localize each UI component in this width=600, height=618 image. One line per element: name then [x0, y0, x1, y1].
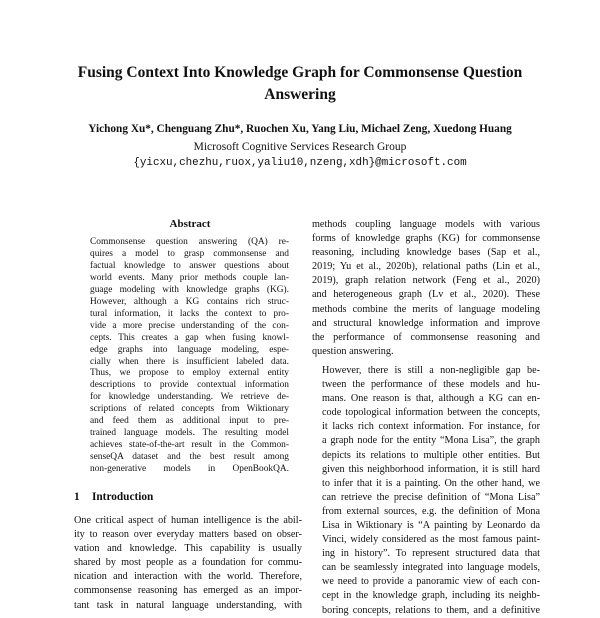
right-para2-line: code topological information between the concepts,: [322, 407, 540, 419]
introduction-heading: [74, 491, 153, 503]
abstract-line: descriptions to provide contextual information: [90, 380, 289, 391]
right-para1-line: 2019; Yu et al., 2020b), relational paths (Lin et al.,: [312, 261, 540, 273]
right-paragraph-1: [312, 218, 540, 359]
right-para2-line: mans. One reason is that, although a KG can en-: [322, 393, 540, 405]
abstract-line: edge graphs into language modeling, espe-: [90, 344, 289, 355]
abstract-heading: Abstract: [169, 218, 211, 230]
introduction-line: tant task in natural language understanding, with: [74, 599, 302, 611]
right-para2-line: a graph node for the entity “Mona Lisa”, the graph: [322, 435, 540, 447]
right-para1-line: question answering.: [312, 345, 394, 357]
right-para2-line: cept in the knowledge graph, including its neighb-: [322, 590, 540, 602]
abstract-line: achieves state-of-the-art result in the Common-: [90, 440, 289, 451]
right-para2-line: can retrieve the precise definition of “Mona Lisa”: [322, 491, 540, 503]
right-para2-line: depicts its relations to multiple other entities. But: [322, 449, 540, 461]
abstract-line: trained language models. The resulting model: [90, 428, 289, 439]
right-para1-line: 2019), graph relation network (Feng et al., 2020): [312, 275, 540, 287]
right-para2-line: boring concepts, relations to them, and a definitive: [322, 604, 540, 616]
introduction-line: commonsense reasoning has emerged as an impor-: [74, 585, 302, 597]
abstract-line: quires a model to grasp commonsense and: [90, 248, 289, 259]
right-para2-line: to infer that it is a painting. On the other hand, we: [322, 477, 540, 489]
right-para2-line: tween the performance of these models and hu-: [322, 379, 540, 391]
right-para1-line: reasoning, including knowledge bases (Sap et al.,: [312, 247, 540, 259]
abstract-line: guage modeling with knowledge graphs (KG).: [90, 284, 289, 295]
abstract-body: [90, 237, 289, 476]
section-number: 1: [74, 491, 80, 503]
right-para2-line: it lacks rich context information. For instance, for: [322, 421, 540, 433]
abstract-line: cially when there is insufficient labeled data.: [90, 356, 289, 367]
abstract-line: and feed them as additional input to pre-: [90, 416, 289, 427]
right-para2-line: from external sources, e.g. the definition of Mona: [322, 505, 540, 517]
right-para2-line: ing in history”. To represent structured data that: [322, 548, 540, 560]
right-para2-line: we need to provide a panoramic view of each con-: [322, 576, 540, 588]
abstract-line: tural information, it lacks the context to pro-: [90, 308, 289, 319]
right-para2-line: Lisa in Wiktionary is “A painting by Leonardo da: [322, 519, 540, 531]
abstract-line: Commonsense question answering (QA) re-: [90, 237, 289, 247]
abstract-line: vide a more precise understanding of the con-: [90, 320, 289, 331]
abstract-line: for knowledge understanding. We retrieve de-: [90, 392, 289, 403]
introduction-line: nication and interaction with the world. Therefore,: [74, 571, 302, 583]
right-para1-line: forms of knowledge graphs (KG) for commonsense: [312, 233, 540, 245]
abstract-line: Thus, we propose to employ external entity: [90, 368, 289, 379]
right-para1-line: methods coupling language models with various: [312, 219, 540, 230]
abstract-line: scriptions of related concepts from Wiktionary: [90, 404, 289, 415]
right-para1-line: methods combine the merits of language modeling: [312, 303, 540, 315]
introduction-line: shared by most people as a foundation for commu-: [74, 557, 302, 569]
right-para2-line: given this neighborhood information, it is still hard: [322, 463, 540, 475]
introduction-line: ity to reason over everyday matters based on obser-: [74, 529, 302, 541]
section-title: Introduction: [92, 491, 154, 503]
abstract-line: However, although a KG contains rich struc-: [90, 296, 289, 307]
right-para2-line: Vinci, widely considered as the most famous paint-: [322, 534, 540, 546]
right-para1-line: and structural knowledge information and improve: [312, 317, 540, 329]
introduction-body: [74, 514, 302, 613]
author-emails: {yicxu,chezhu,ruox,yaliu10,nzeng,xdh}@microsoft.com: [133, 157, 467, 169]
right-column: [312, 218, 540, 618]
abstract-line: factual knowledge to answer questions about: [90, 260, 289, 271]
right-para2-line: can be seamlessly integrated into language models,: [322, 562, 540, 574]
paper-title-line-2: Answering: [264, 86, 336, 103]
introduction-line: One critical aspect of human intelligence is the abil-: [74, 515, 302, 526]
abstract-line: cepts. This creates a gap when fusing knowl-: [90, 332, 289, 343]
paper-title-line-1: Fusing Context Into Knowledge Graph for Commonsense Question: [77, 64, 523, 81]
affiliation: Microsoft Cognitive Services Research Group: [193, 141, 407, 153]
right-para1-line: the performance of commonsense reasoning and: [312, 331, 540, 343]
right-paragraph-2: [312, 364, 540, 618]
author-list: Yichong Xu*, Chenguang Zhu*, Ruochen Xu, Yang Liu, Michael Zeng, Xuedong Huang: [88, 123, 512, 135]
introduction-line: vation and knowledge. This capability is usually: [74, 543, 302, 555]
right-para1-line: and heterogeneous graph (Lv et al., 2020). These: [312, 289, 540, 301]
abstract-line: senseQA dataset and the best result among: [90, 452, 289, 463]
abstract-line: non-generative models in OpenBookQA.: [90, 464, 289, 475]
abstract-line: world events. Many prior methods couple lan-: [90, 272, 289, 283]
right-para2-line: However, there is still a non-negligible gap be-: [322, 364, 540, 376]
